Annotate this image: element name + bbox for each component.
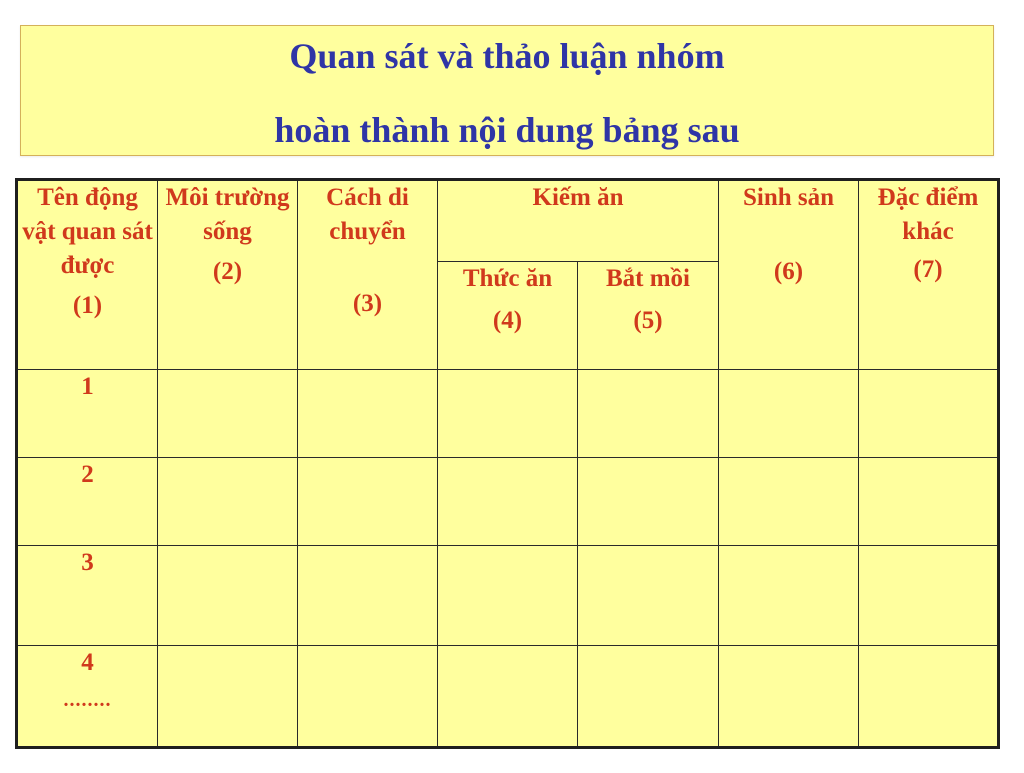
title-banner	[20, 25, 994, 156]
header-col-1-label: Tên động vật quan sát được	[22, 184, 153, 279]
table-cell[interactable]	[158, 458, 298, 546]
header-col-6-number: (6)	[773, 258, 804, 285]
table-cell[interactable]	[859, 546, 999, 646]
row-number-cell	[17, 646, 158, 748]
header-col-1-number: (1)	[72, 292, 103, 319]
table-cell[interactable]	[578, 646, 719, 748]
row-number: 3	[17, 546, 158, 646]
header-col-5-number: (5)	[633, 307, 663, 334]
header-col-5	[578, 262, 719, 370]
table-cell[interactable]	[438, 646, 578, 748]
table-cell[interactable]	[158, 646, 298, 748]
table-cell[interactable]	[298, 546, 438, 646]
header-col-3-number: (3)	[352, 290, 383, 317]
table-cell[interactable]	[438, 546, 578, 646]
header-col-6	[719, 180, 859, 370]
table-cell[interactable]	[578, 458, 719, 546]
row-continuation-dots: ........	[63, 689, 112, 711]
header-group-kiem-an	[438, 180, 719, 262]
header-col-3	[298, 180, 438, 370]
header-col-4-number: (4)	[492, 307, 523, 334]
worksheet-table	[15, 178, 1000, 749]
header-col-4	[438, 262, 578, 370]
table-cell[interactable]	[859, 646, 999, 748]
table-cell[interactable]	[298, 646, 438, 748]
table-cell[interactable]	[859, 458, 999, 546]
header-col-7	[859, 180, 999, 370]
header-col-7-label: Đặc điểm khác	[877, 184, 979, 245]
header-col-5-label: Bắt mồi	[605, 265, 691, 292]
header-col-2-number: (2)	[212, 258, 243, 285]
table-row	[17, 458, 999, 546]
table-cell[interactable]	[298, 458, 438, 546]
table-row	[17, 546, 999, 646]
table-cell[interactable]	[719, 546, 859, 646]
row-number: 4	[81, 649, 94, 676]
table-cell[interactable]	[438, 370, 578, 458]
header-col-4-label: Thức ăn	[462, 265, 553, 292]
table-cell[interactable]	[438, 458, 578, 546]
title-line-2: hoàn thành nội dung bảng sau	[274, 110, 740, 150]
table-cell[interactable]	[158, 370, 298, 458]
header-col-3-label: Cách di chuyển	[326, 184, 409, 245]
row-number: 1	[17, 370, 158, 458]
table-cell[interactable]	[719, 458, 859, 546]
header-col-6-label: Sinh sản	[742, 184, 835, 211]
table-cell[interactable]	[719, 646, 859, 748]
header-col-2	[158, 180, 298, 370]
table-row	[17, 370, 999, 458]
row-number: 2	[17, 458, 158, 546]
table-cell[interactable]	[578, 370, 719, 458]
title-line-1: Quan sát và thảo luận nhóm	[289, 36, 725, 76]
header-col-2-label: Môi trường sống	[165, 184, 290, 245]
table-cell[interactable]	[158, 546, 298, 646]
table-cell[interactable]	[578, 546, 719, 646]
table-cell[interactable]	[719, 370, 859, 458]
header-group-label: Kiếm ăn	[532, 184, 624, 211]
table-row	[17, 646, 999, 748]
table-cell[interactable]	[859, 370, 999, 458]
header-col-1	[17, 180, 158, 370]
table-cell[interactable]	[298, 370, 438, 458]
header-col-7-number: (7)	[913, 256, 943, 283]
